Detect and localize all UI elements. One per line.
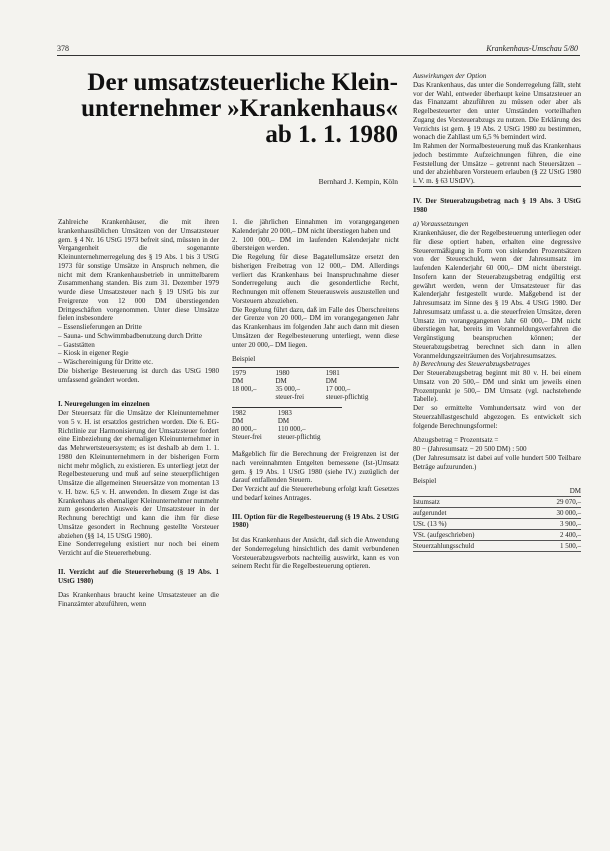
subheading: Auswirkungen der Option <box>413 72 487 80</box>
list-item: – Kiosk in eigener Regie <box>58 349 219 358</box>
title-line-3: ab 1. 1. 1980 <box>265 121 398 148</box>
year-cell: 1982 <box>232 409 246 417</box>
section-heading: I. Neuregelungen im einzelnen <box>58 400 150 409</box>
paragraph: Die Regelung führt dazu, daß im Falle des Überschreitens der Grenze von 20 000,– DM im vorangegangenen Jahr das Krankenhaus im folgenden Jahr auch dann mit diesen Umsätzen der Regelbesteuerung unterliegt, wenn diese unter 20 000,– DM liegen. <box>232 305 399 349</box>
example-label: Beispiel <box>413 477 437 486</box>
formula: 80 − (Jahresumsatz − 20 500 DM) : 500 <box>413 445 527 453</box>
subheading: a) Voraussetzungen <box>413 220 469 229</box>
paragraph: Im Rahmen der Normalbesteuerung muß das Krankenhaus jedoch bestimmte Aufzeichnungen führen, die eine Feststellung der Umsätze – getrennt nach Steuersätzen – und der abziehbaren Vorsteuern erlauben (§ 22 UStG 1980 i. V. m. § 63 UStDV). <box>413 142 581 185</box>
table-row-label: USt. (13 %) <box>413 519 533 530</box>
example-table-1: 1979 DM 18 000,– 1980 DM 35 000,– steuer-frei 1981 DM 17 000,– steuer-pflichtig <box>232 367 399 404</box>
paragraph: Der so ermittelte Vomhundertsatz wird von der Steuerzahllastgeschuld abgezogen. Es entwickelt sich folgende Berechnungsformel: <box>413 404 581 430</box>
example-label: Beispiel <box>232 355 256 364</box>
section-heading: II. Verzicht auf die Steuererhebung (§ 19 Abs. 1 UStG 1980) <box>58 567 219 585</box>
author-byline: Bernhard J. Kempin, Köln <box>318 177 398 186</box>
paragraph: Die bisherige Besteuerung ist durch das UStG 1980 umfassend geändert worden. <box>58 366 219 384</box>
subheading: b) Berechnung des Steuerabzugsbetrages <box>413 360 530 369</box>
list-item: 1. die jährlichen Einnahmen im vorangegangenen Kalenderjahr 20 000,– DM nicht überstiegen haben und <box>232 218 399 235</box>
year-cell: 1979 <box>232 369 246 377</box>
intro-paragraph: Zahlreiche Krankenhäuser, die mit ihren krankenhausüblichen Umsätzen von der Umsatzsteuer gem. § 4 Nr. 16 UStG 1973 befreit sind, müssten in der Vergangenheit die sogenannte Kleinunternehmerregelung des § 19 Abs. 1 bis 3 UStG 1973 für sonstige Umsätze in Anspruch nehmen, die nicht mit dem Krankenhausbetrieb in unmittelbarem Zusammenhang standen. Bis zum 31. Dezember 1979 wurde diese Umsatzsteuer nach § 19 UStG bis zur Freigrenze von 12 000 DM überstiegenden Drittgeschäften vorgenommen. Unter diese Umsätze fielen insbesondere <box>58 218 219 323</box>
table-row-value: 2 400,– <box>533 530 581 541</box>
table-row-value: 30 000,– <box>533 508 581 519</box>
table-row-label: Istumsatz <box>413 497 533 508</box>
column-2 <box>232 218 399 571</box>
umsatz-list <box>58 323 219 367</box>
list-item: 2. 100 000,– DM im laufenden Kalenderjahr nicht übersteigen werden. <box>232 235 399 253</box>
title-line-1: Der umsatzsteuerliche Klein- <box>87 69 398 96</box>
formula-label: Abzugsbetrag = Prozentsatz = <box>413 436 499 445</box>
page-number: 378 <box>57 44 69 53</box>
list-item: – Sauna- und Schwimmbadbenutzung durch Dritte <box>58 332 219 341</box>
list-item: – Gaststätten <box>58 341 219 350</box>
example-table-2: 1982 DM 80 000,– Steuer-frei 1983 DM 110 000,– steuer-pflichtig <box>232 407 342 444</box>
table-row-value: 1 500,– <box>533 541 581 552</box>
running-title: Krankenhaus-Umschau 5/80 <box>486 44 578 53</box>
paragraph: (Der Jahresumsatz ist dabei auf volle hundert 500 Teilbare Beträge aufzurunden.) <box>413 453 581 471</box>
list-item: – Essenslieferungen an Dritte <box>58 323 219 332</box>
example-table-3 <box>413 486 581 552</box>
paragraph: Der Verzicht auf die Steuererhebung erfolgt kraft Gesetzes und bedarf keines Antrages. <box>232 485 399 502</box>
table-row-label: Steuerzahlungsschuld <box>413 541 533 552</box>
column-3 <box>413 72 581 552</box>
column-1 <box>58 218 219 609</box>
table-row-value: 3 900,– <box>533 519 581 530</box>
table-row-label: VSt. (aufgeschrieben) <box>413 530 533 541</box>
header-rule <box>57 55 580 56</box>
year-cell: 1980 <box>275 369 290 377</box>
year-cell: 1983 <box>277 409 292 417</box>
year-cell: 1981 <box>325 369 340 377</box>
paragraph: Der Steuerabzugsbetrag beginnt mit 80 v. H. bei einem Umsatz von 20 500,– DM und sinkt um jeweils einen Prozentpunkt je 500,– DM Umsatz (vgl. nachstehende Tabelle). <box>413 369 581 404</box>
article-title <box>58 70 398 148</box>
paragraph: Maßgeblich für die Berechnung der Freigrenzen ist der nach vereinnahmten Entgelten bemessene (Ist-)Umsatz gem. § 19 Abs. 1 UStG 1980 (siehe IV.) zuzüglich der darauf entfallenden Steuern. <box>232 450 399 485</box>
paragraph: Ist das Krankenhaus der Ansicht, daß sich die Anwendung der Sonderregelung hinsichtlich des damit verbundenen Vorsteuerabzugsverbots nachteilig auswirkt, kann es von seinem Recht für die Regelbesteuerung optieren. <box>232 536 399 571</box>
table-row-value: 29 070,– <box>533 497 581 508</box>
section-heading: III. Option für die Regelbesteuerung (§ 19 Abs. 2 UStG 1980) <box>232 512 399 530</box>
paragraph: Eine Sonderregelung existiert nur noch bei einem Verzicht auf die Steuererhebung. <box>58 540 219 557</box>
list-item: – Wäschereinigung für Dritte etc. <box>58 358 219 367</box>
paragraph: Das Krankenhaus braucht keine Umsatzsteuer an die Finanzämter abzuführen, wenn <box>58 591 219 608</box>
paragraph: Die Regelung für diese Bagatellumsätze ersetzt den bisherigen Freibetrag von 12 000,– DM. Allerdings verliert das Krankenhaus bei Inanspruchnahme dieser Sonderregelung auch die gesondertliche Recht, Rechnungen mit offenem Steuerausweis auszustellen und Vorsteuern abzuziehen. <box>232 253 399 305</box>
unit-cell: DM <box>533 486 581 497</box>
table-row-label: aufgerundet <box>413 508 533 519</box>
paragraph: Der Steuersatz für die Umsätze der Kleinunternehmer von 5 v. H. ist ersatzlos gestrichen worden. Die 6. EG-Richtlinie zur Harmonisierung der Umsatzsteuer fordert eine Einbeziehung der ehemaligen Kleinunternehmer in das Mehrwertsteuersystem; es ist deshalb ab dem 1. 1. 1980 den Kleinunternehmern in der bisherigen Form nicht mehr möglich, zu existieren. Es unterliegt jetzt der Regelbesteuerung und muß auf seine steuerpflichtigen Umsätze die allgemeinen Steuersätze von momentan 13 v. H. bzw. 6,5 v. H. anwenden. In diesem Zuge ist das Krankenhaus als ehemaliger Kleinunternehmer nunmehr zum gesonderten Ausweis der Umsatzsteuer in der Rechnung berechtigt und kann die ihm für diese Umsätze gesondert in Rechnung gestellte Vorsteuer abziehen (§§ 14, 15 UStG 1980). <box>58 409 219 540</box>
title-line-2: unternehmer »Krankenhaus« <box>81 95 398 122</box>
paragraph: Das Krankenhaus, das unter die Sonderregelung fällt, steht vor der Wahl, entweder überhaupt keine Umsatzsteuer an das Finanzamt abzuführen zu müssen oder aber als Regelbesteuerter den unter Umständen vorteilhaften Zugang des Vorsteuerabzugs zu nutzen. Die Erklärung des Verzichts ist gem. § 19 Abs. 2 UStG 1980 zu bestimmen, wonach die Zahllast um 6,5 % bemindert wird. <box>413 80 581 142</box>
section-heading: IV. Der Steuerabzugsbetrag nach § 19 Abs. 3 UStG 1980 <box>413 196 581 214</box>
paragraph: Krankenhäuser, die der Regelbesteuerung unterliegen oder für diese optiert haben, erhalten eine degressive Steuerermäßigung in Form von sinkenden Prozentsätzen von der Steuerschuld, wenn der Jahresumsatz im laufenden Kalenderjahr 60 000,– DM nicht übersteigt. Insofern kann der Steuerabzugsbetrag endgültig erst gewährt werden, wenn der Umsatzsteuer für das Kalenderjahr festgestellt wurde. Maßgebend ist der Jahresumsatz im Sinne des § 19 Abs. 4 UStG 1980. Der Jahresumsatz umfasst u. a. die steuerfreien Umsätze, deren Umsatz im vorangegangenen Jahr 60 000,– DM nicht überstiegen hat, bereits im Voranmeldungsverfahren die Vergünstigung beanspruchen können; der Steuerabzugsbetrag berechnet sich dann in allen Voranmeldungszeiträumen des Vorjahresumsatzes. <box>413 229 581 360</box>
